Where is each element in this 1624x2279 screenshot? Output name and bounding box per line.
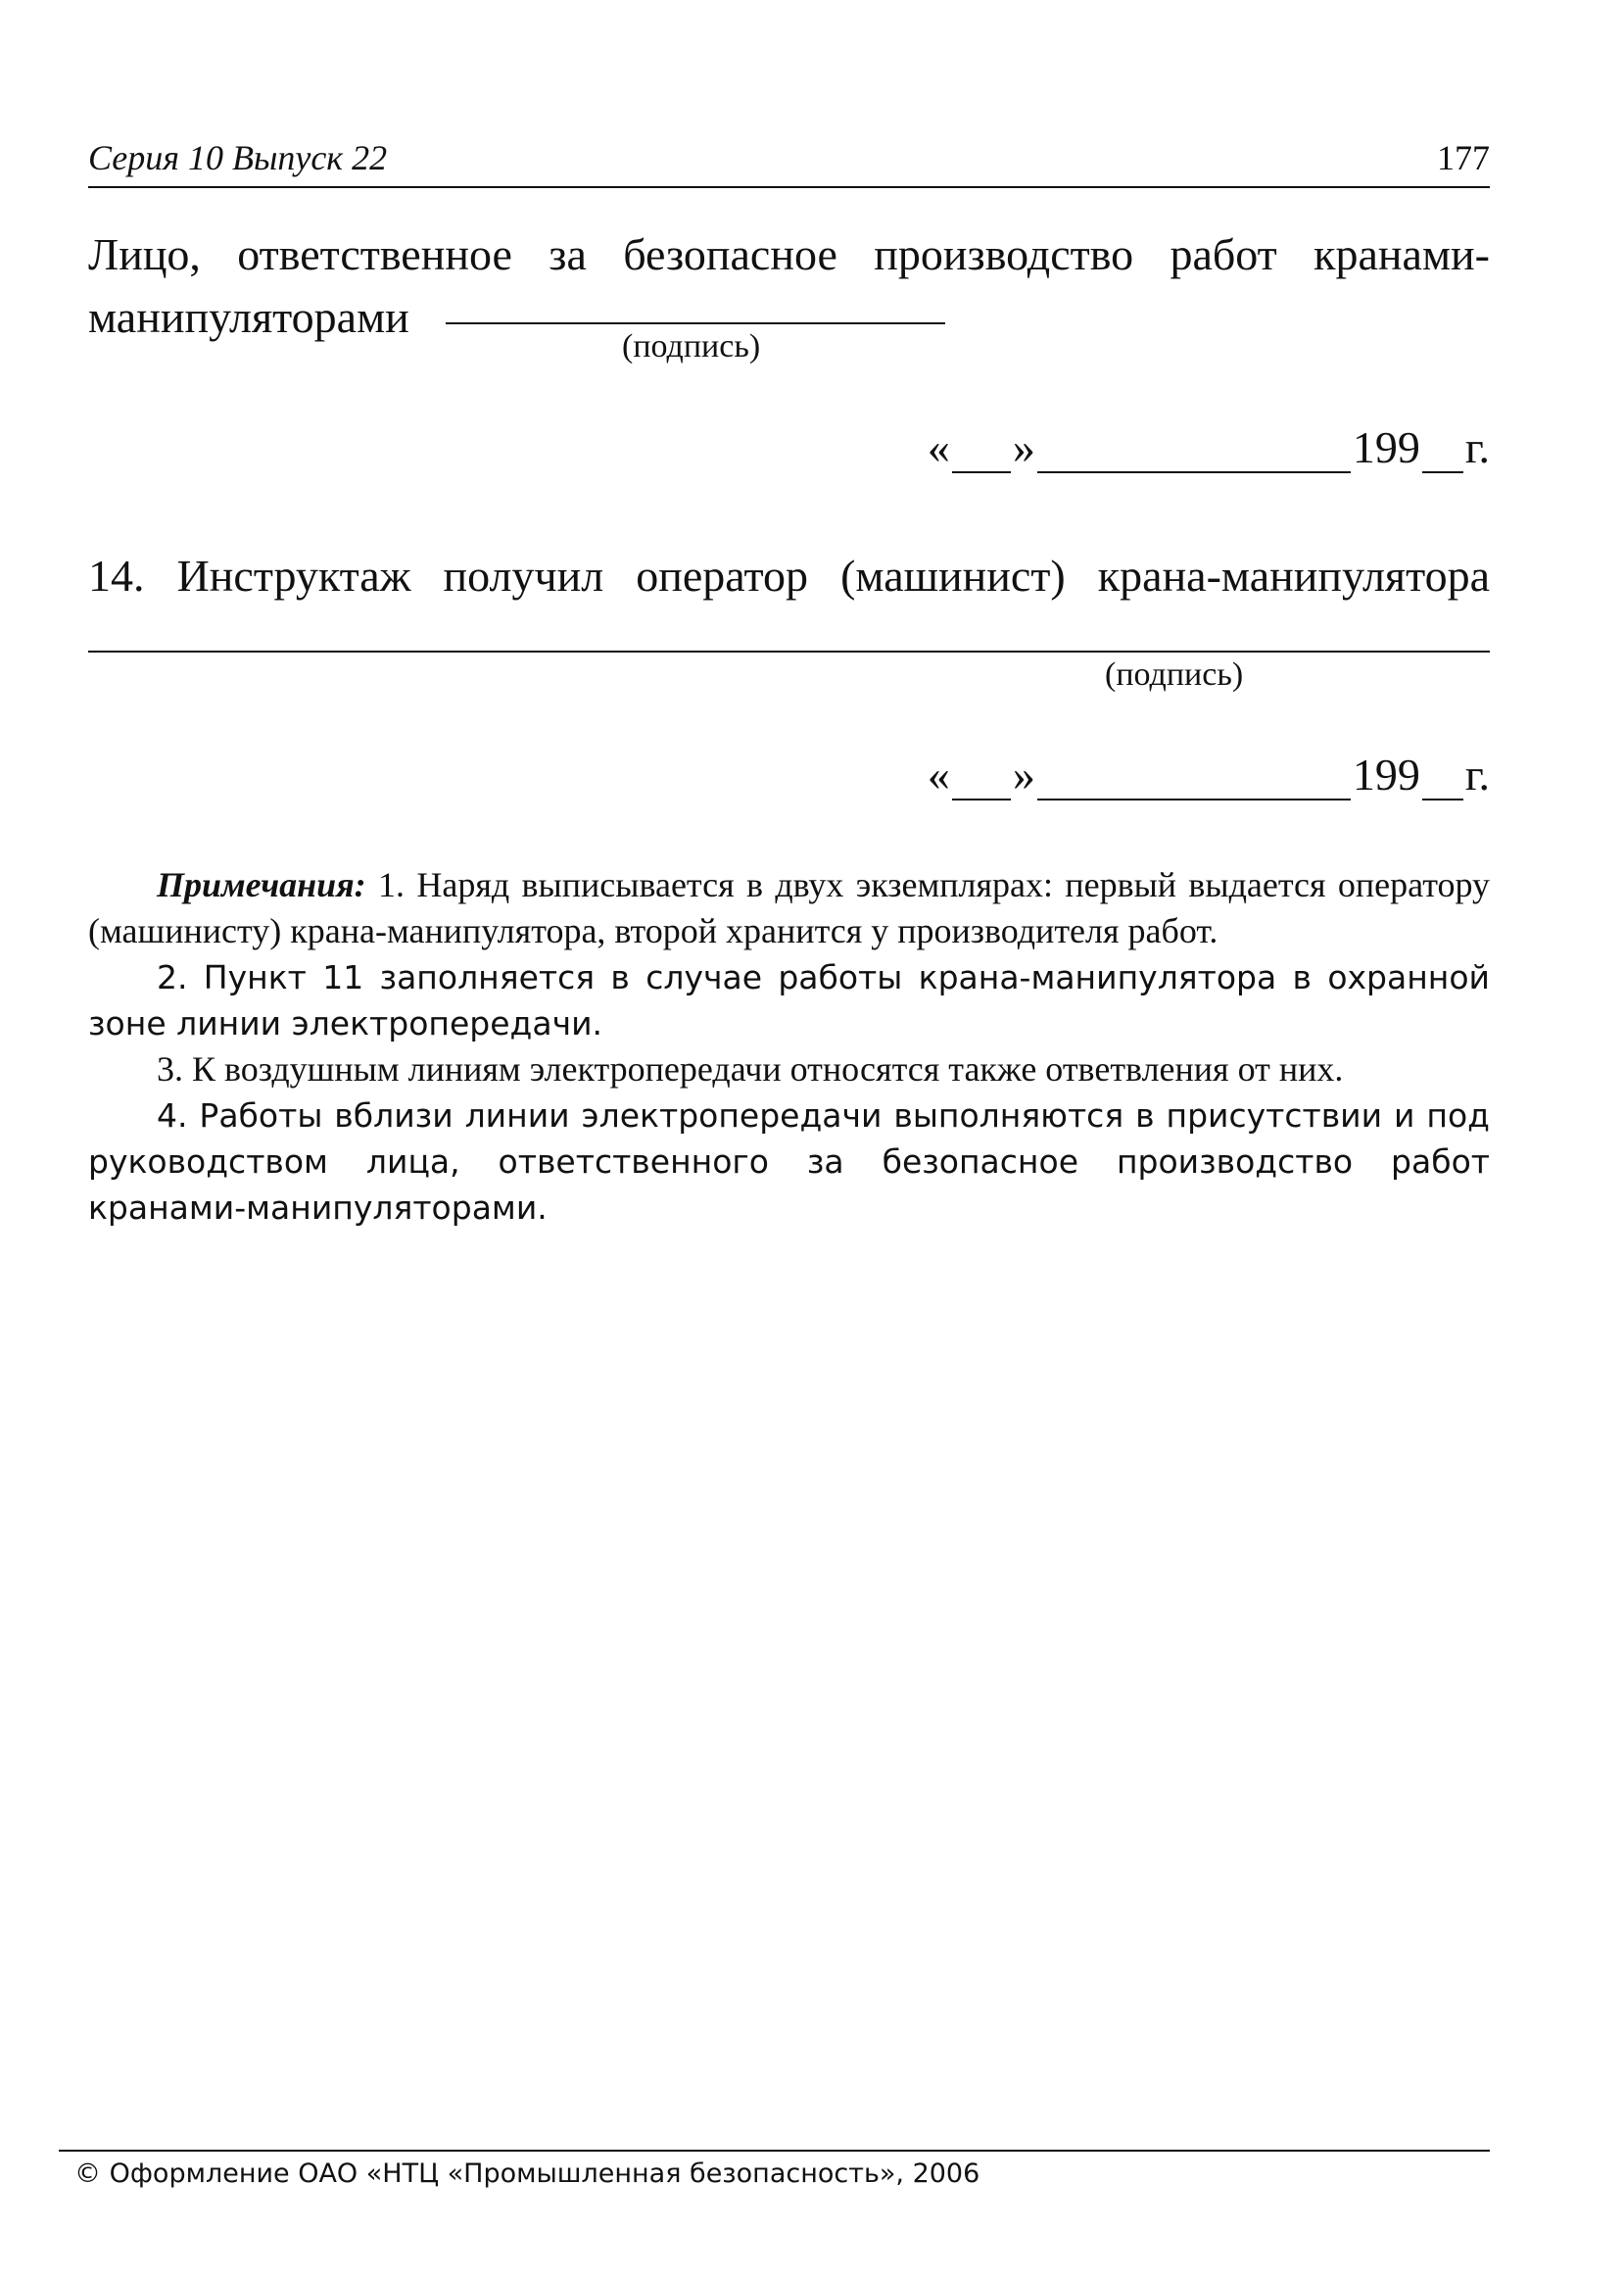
operator-signature-line[interactable] xyxy=(88,651,1490,653)
responsible-person-label-line2: манипуляторами xyxy=(88,292,409,342)
year-suffix: г. xyxy=(1464,750,1490,800)
year-blank[interactable] xyxy=(1422,430,1463,473)
note-3: 3. К воздушным линиям электропередачи относятся также ответвления от них. xyxy=(157,1049,1344,1089)
running-header-series: Серия 10 Выпуск 22 xyxy=(88,138,388,177)
page-number: 177 xyxy=(1437,138,1490,177)
signature-caption: (подпись) xyxy=(622,328,761,364)
month-blank[interactable] xyxy=(1037,430,1351,473)
note-1-text: 1. Наряд выписывается в двух экземплярах: первый выдается оператору (машинисту) крана-манипулятора, второй хранится у производителя работ. xyxy=(88,865,1490,950)
header-divider xyxy=(88,186,1490,188)
year-blank[interactable] xyxy=(1422,757,1463,800)
day-blank[interactable] xyxy=(952,757,1011,800)
item-14-text: 14. Инструктаж получил оператор (машинист) крана-манипулятора xyxy=(88,551,1490,601)
month-blank[interactable] xyxy=(1037,757,1351,800)
responsible-person-label-line1: Лицо, ответственное за безопасное производство работ кранами- xyxy=(88,229,1490,279)
footer-divider xyxy=(59,2150,1490,2152)
signature-caption: (подпись) xyxy=(1105,656,1244,693)
year-prefix: 199 xyxy=(1352,750,1420,800)
date-line-responsible xyxy=(928,421,1490,473)
open-quote: « xyxy=(927,422,950,472)
year-prefix: 199 xyxy=(1352,422,1420,472)
note-1 xyxy=(88,862,1490,954)
note-2: 2. Пункт 11 заполняется в случае работы крана-манипулятора в охранной зоне линии электропередачи. xyxy=(88,958,1490,1043)
close-quote: » xyxy=(1012,750,1035,800)
notes-block xyxy=(88,862,1490,1231)
note-4: 4. Работы вблизи линии электропередачи выполняются в присутствии и под руководством лица, ответственного за безопасное производство работ кранами-манипуляторами. xyxy=(88,1096,1490,1227)
footer-copyright: © Оформление ОАО «НТЦ «Промышленная безопасность», 2006 xyxy=(74,2158,980,2189)
day-blank[interactable] xyxy=(952,430,1011,473)
year-suffix: г. xyxy=(1464,422,1490,472)
notes-label: Примечания: xyxy=(157,865,366,904)
responsible-person-signature-line[interactable] xyxy=(446,322,945,324)
date-line-operator xyxy=(928,749,1490,800)
open-quote: « xyxy=(927,750,950,800)
close-quote: » xyxy=(1012,422,1035,472)
